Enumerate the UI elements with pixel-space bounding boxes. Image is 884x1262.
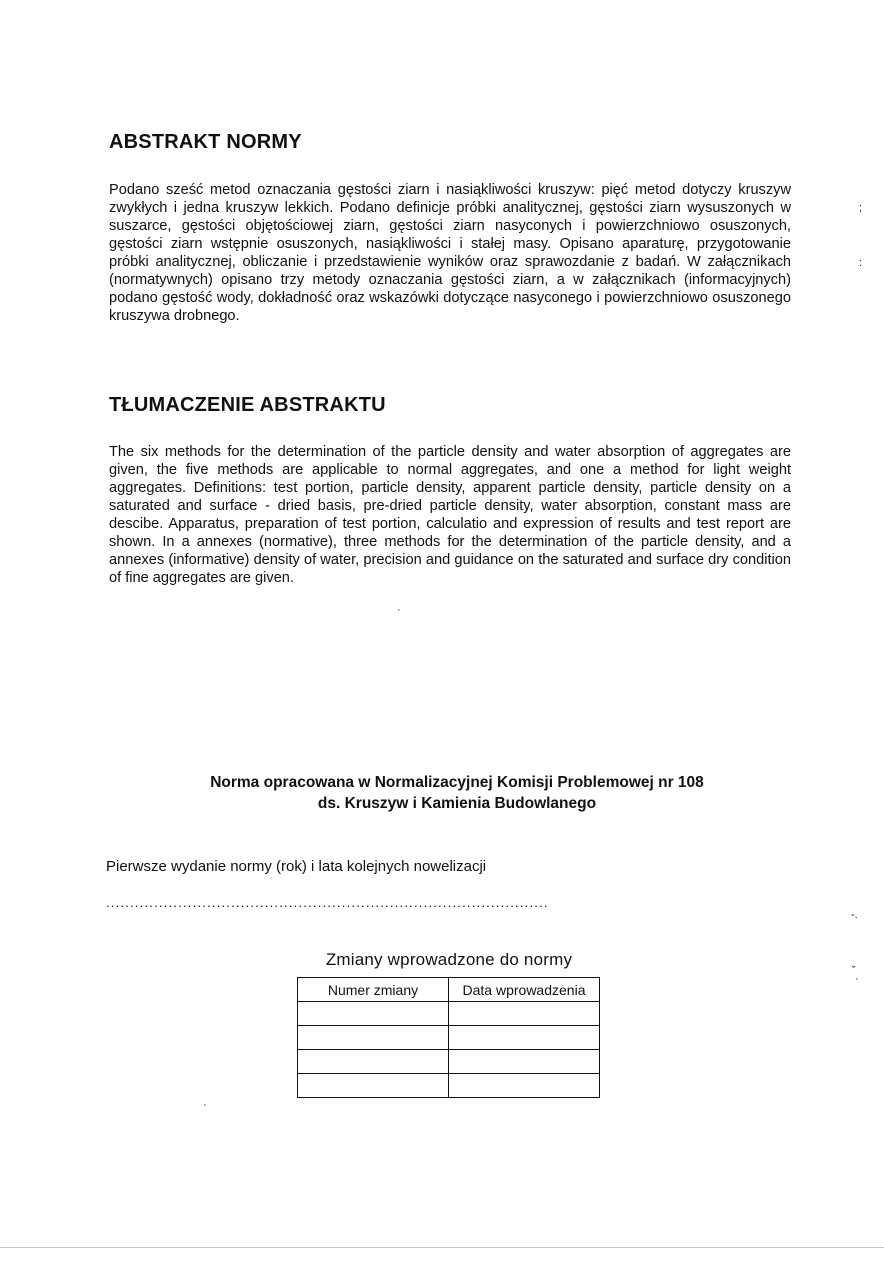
scan-artifact: ˘	[852, 965, 856, 977]
translation-heading: TŁUMACZENIE ABSTRAKTU	[109, 394, 386, 416]
introduction-date-cell	[449, 1074, 600, 1098]
committee-statement	[109, 772, 805, 814]
translation-paragraph: The six methods for the determination of the particle density and water absorption of aggregates are given, the five methods are applicable to normal aggregates, and one a method for light weight aggregates. Definitions: test portion, particle density, apparent particle density, particle density on a saturated and surface - dried basis, pre-dried particle density, water absorption, constant mass are descibe. Apparatus, preparation of test portion, calculatio and expression of results and test report are shown. In a annexes (normative), three methods for the determination of the particle density, and a annexes (informative) density of water, precision and guidance on the saturated and surface dry condition of fine aggregates are given.	[109, 444, 791, 586]
edition-label: Pierwsze wydanie normy (rok) i lata kolejnych nowelizacji	[106, 858, 487, 875]
column-header-change-number: Numer zmiany	[298, 978, 449, 1002]
change-number-cell	[298, 1002, 449, 1026]
changes-table-row	[298, 1074, 600, 1098]
committee-line-1: Norma opracowana w Normalizacyjnej Komisji Problemowej nr 108	[210, 774, 704, 791]
abstract-paragraph: Podano sześć metod oznaczania gęstości ziarn i nasiąkliwości kruszyw: pięć metod dotyczy kruszyw zwykłych i jedna kruszyw lekkich. Podano definicje próbki analitycznej, gęstości ziarn wysuszonych w suszarce, gęstości objętościowej ziarn, gęstości ziarn nasyconych i powierzchniowo osuszonych, gęstości ziarn wstępnie osuszonych, nasiąkliwości i stałej masy. Opisano aparaturę, przygotowanie próbki analitycznej, obliczanie i przedstawienie wyników oraz sprawozdanie z badań. W załącznikach (normatywnych) opisano trzy metody oznaczania gęstości ziarn, a w załącznikach (informacyjnych) podano gęstość wody, dokładność oraz wskazówki dotyczące nasyconego i powierzchniowo osuszonego kruszywa drobnego.	[109, 182, 791, 324]
committee-line-2: ds. Kruszyw i Kamienia Budowlanego	[317, 795, 597, 812]
column-header-introduction-date: Data wprowadzenia	[449, 978, 600, 1002]
scan-artifact: :	[859, 257, 863, 269]
scan-artifact: -.	[851, 909, 858, 921]
introduction-date-cell	[449, 1026, 600, 1050]
changes-table-row	[298, 1050, 600, 1074]
scan-artifact: ;	[859, 202, 863, 214]
scan-artifact: ·	[203, 1099, 207, 1111]
changes-table-row	[298, 1026, 600, 1050]
change-number-cell	[298, 1026, 449, 1050]
introduction-date-cell	[449, 1050, 600, 1074]
changes-table	[297, 977, 600, 1098]
change-number-cell	[298, 1074, 449, 1098]
changes-table-body	[298, 1002, 600, 1098]
changes-table-title: Zmiany wprowadzone do normy	[325, 950, 573, 969]
page-bottom-edge	[0, 1247, 884, 1248]
edition-fill-line: ............................................................................................	[106, 895, 549, 910]
changes-table-row	[298, 1002, 600, 1026]
changes-table-header-row	[298, 978, 600, 1002]
scan-artifact: ·	[855, 973, 859, 985]
abstract-heading: ABSTRAKT NORMY	[109, 131, 302, 153]
scan-artifact: ·	[397, 604, 401, 616]
introduction-date-cell	[449, 1002, 600, 1026]
change-number-cell	[298, 1050, 449, 1074]
